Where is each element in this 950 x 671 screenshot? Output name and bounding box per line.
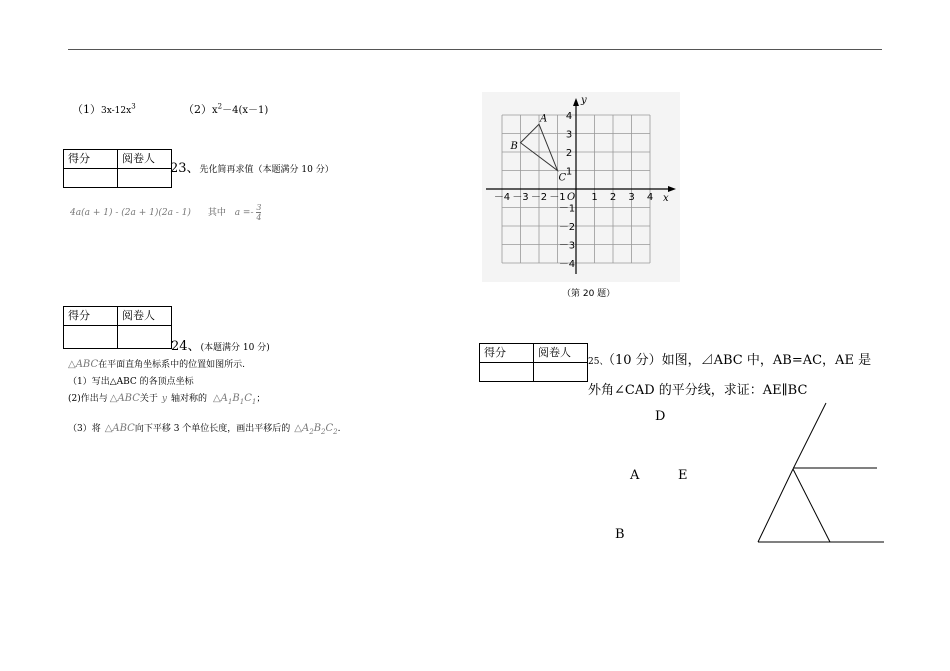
item-2-sup: 2 xyxy=(217,102,223,111)
tri3-a: △A xyxy=(294,423,310,434)
grader-cell xyxy=(118,169,172,188)
q24-line-4-b: 向下平移 3 个单位长度，画出平移后的 xyxy=(134,424,291,434)
tri3-c: C xyxy=(325,423,334,434)
y-tick-label: 3 xyxy=(565,129,573,141)
q24-line-1 xyxy=(68,357,245,370)
x-tick-label: 1 xyxy=(591,192,598,203)
origin-label: O xyxy=(567,192,576,203)
geo-label-e: E xyxy=(678,468,688,483)
tri3-b: B xyxy=(313,423,322,434)
q24-line-3-c: 轴对称的 xyxy=(170,394,207,404)
tri3-sub2: 2 xyxy=(321,428,326,436)
score-table-q23 xyxy=(63,149,172,188)
q23-expr: 4a(a + 1) - (2a + 1)(2a - 1) xyxy=(70,208,191,218)
q25-line-1 xyxy=(588,349,871,368)
q24-line-4-tri2 xyxy=(294,423,337,434)
item-1-label: （1） xyxy=(72,103,101,116)
score-cell xyxy=(64,169,118,188)
item-2 xyxy=(183,101,268,117)
coordinate-grid-figure xyxy=(480,90,690,305)
x-axis-label: x xyxy=(663,193,669,204)
grader-cell xyxy=(534,363,588,382)
q24-line-3-b: 关于 xyxy=(139,394,158,404)
grader-cell xyxy=(118,326,172,349)
q24-line-3 xyxy=(68,391,265,406)
q23-where: 其中 xyxy=(207,208,226,218)
q24-line-3-tri2 xyxy=(213,393,256,404)
q24-line-4-tri: △ABC xyxy=(104,423,135,434)
score-header: 得分 xyxy=(64,307,118,326)
line-ab xyxy=(758,469,793,542)
q24-line-3-y: y xyxy=(161,394,167,404)
tri2-sub2: 1 xyxy=(239,398,245,406)
score-table-q24 xyxy=(63,306,172,349)
geo-label-d: D xyxy=(655,409,666,424)
x-tick-label: 3 xyxy=(628,192,635,203)
x-tick-label: －3 xyxy=(512,192,529,203)
x-tick-label: －4 xyxy=(493,192,511,203)
y-tick-label: －2 xyxy=(558,222,576,233)
q23-expression xyxy=(70,203,261,222)
item-2-expr-b: －4(x－1) xyxy=(222,105,269,116)
q24-triangle: △ABC xyxy=(68,359,99,370)
q25-number: 25、 xyxy=(588,357,609,367)
x-tick-label: －1 xyxy=(549,192,566,203)
score-cell xyxy=(480,363,534,382)
item-1-sup: 3 xyxy=(131,102,136,111)
q23-frac-num: 3 xyxy=(256,203,262,212)
q23-a: a =- xyxy=(234,208,254,218)
tri2-a: △A xyxy=(212,393,228,404)
geometry-figure xyxy=(750,395,890,550)
q24-line-4 xyxy=(68,421,341,436)
q24-line-3-tri: △ABC xyxy=(109,393,140,404)
tri2-sub1: 1 xyxy=(227,398,233,406)
y-tick-label: 4 xyxy=(565,111,573,122)
header-rule xyxy=(68,49,882,50)
grader-header: 阅卷人 xyxy=(534,344,588,363)
figure-caption: （第 20 题） xyxy=(562,289,616,299)
q23-frac-den: 4 xyxy=(256,213,262,222)
tri2-b: B xyxy=(232,393,240,404)
geo-label-a: A xyxy=(630,468,640,483)
q24-heading xyxy=(171,335,270,354)
q24-line-4-end: . xyxy=(337,424,341,434)
q24-line-3-a: (2)作出与 xyxy=(68,394,108,404)
tri2-c: C xyxy=(244,393,252,404)
q24-line-2: （1）写出△ABC 的各顶点坐标 xyxy=(68,377,194,387)
item-2-label: （2） xyxy=(183,103,212,116)
point-c-label: C xyxy=(558,172,567,184)
q24-line-4-a: （3）将 xyxy=(68,424,101,434)
y-tick-label: 1 xyxy=(565,166,573,178)
q24-line-1-text: 在平面直角坐标系中的位置如图所示. xyxy=(98,360,245,370)
q23-text: 先化简再求值（本题满分 10 分） xyxy=(199,165,334,175)
q25-text-line-1: （10 分）如图，⊿ABC 中，AB=AC，AE 是 xyxy=(608,353,872,368)
x-tick-label: －2 xyxy=(530,192,548,203)
y-tick-label: －3 xyxy=(558,240,576,252)
point-b-label: B xyxy=(510,140,518,152)
score-header: 得分 xyxy=(480,344,534,363)
y-tick-label: 2 xyxy=(565,148,573,159)
score-header: 得分 xyxy=(64,150,118,169)
grader-header: 阅卷人 xyxy=(118,307,172,326)
q23-fraction xyxy=(256,203,261,222)
x-tick-label: 2 xyxy=(609,192,617,203)
grader-header: 阅卷人 xyxy=(118,150,172,169)
score-table-q25 xyxy=(479,343,588,382)
tri3-sub1: 2 xyxy=(309,428,314,436)
q24-line-3-end: ； xyxy=(256,394,266,404)
y-tick-label: －4 xyxy=(558,259,576,270)
q23-number: 23、 xyxy=(170,161,200,176)
tri2-sub3: 1 xyxy=(251,398,257,406)
item-1 xyxy=(72,101,136,117)
line-ac xyxy=(793,469,830,542)
q24-points: (本题满分 10 分) xyxy=(200,343,270,353)
y-tick-label: －1 xyxy=(558,203,576,215)
line-ad-extension xyxy=(793,403,826,469)
q24-number: 24、 xyxy=(171,339,201,354)
geo-label-b: B xyxy=(615,527,625,542)
y-axis-label: y xyxy=(581,95,587,106)
score-cell xyxy=(64,326,118,349)
item-1-expr: 3x-12x xyxy=(101,106,132,116)
tri3-sub3: 2 xyxy=(333,428,338,436)
q25-line-2: 外角∠CAD 的平分线，求证：AE∥BC xyxy=(588,383,808,398)
q23-heading xyxy=(170,157,334,176)
point-a-label: A xyxy=(540,113,548,125)
x-tick-label: 4 xyxy=(646,192,654,203)
item-2-expr-a: x xyxy=(212,105,218,116)
